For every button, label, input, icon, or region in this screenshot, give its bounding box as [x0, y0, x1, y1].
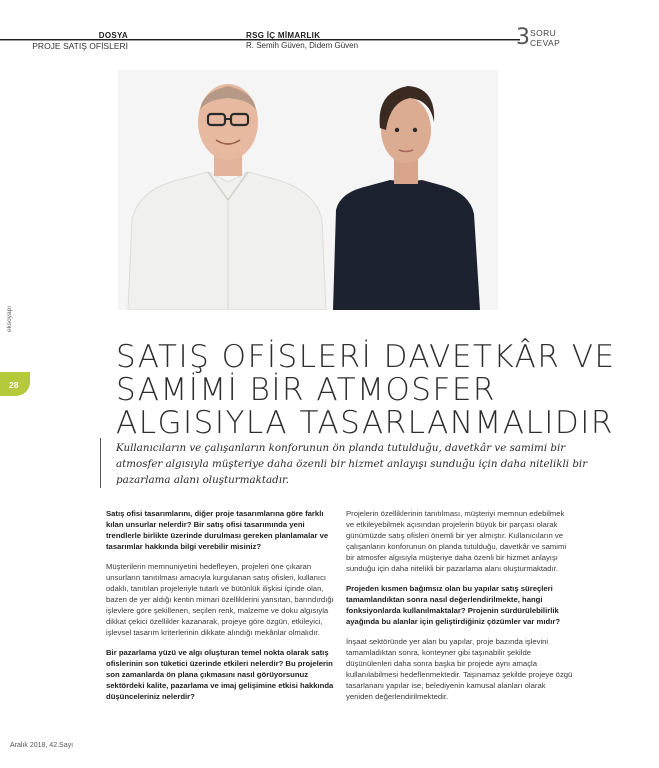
answer-2: Projelerin özelliklerinin tanıtılması, müşteriyi memnun edebilmek ve etkileyebilmek açısından projelerin büyük bir parçası olarak günümüzde satış ofisleri önemli bir yer almıştır. Kullanıcıların ve çalışanların konforunun ön planda tutulduğu, davetkâr ve samimi bir atmosfer algısıyla müşteriye daha özenli bir hizmet anlayışı sunduğu için daha nitelikli bir pazarlama alanı oluşturmaktadır. [346, 509, 567, 573]
question-1: Satış ofisi tasarımlarını, diğer proje tasarımlarına göre farklı kılan unsurlar nelerdir? Bir satış ofisi tasarımında yeni trendlerle birlikte üzerinde durulması gereken planlamalar ve tasarımlar hakkında bilgi verebilir misiniz? [106, 509, 329, 551]
headline-line-2: SAMİMİ BİR ATMOSFER [116, 372, 496, 408]
column-right [346, 508, 574, 702]
section-subtitle: PROJE SATIŞ OFİSLERİ [32, 41, 128, 51]
headline-line-1: SATIŞ OFİSLERİ DAVETKÂR VE [116, 339, 616, 375]
architects-illustration [118, 70, 498, 310]
question-2: Bir pazarlama yüzü ve algı oluşturan temel nokta olarak satış ofislerinin son tüketici üzerinde etkileri nelerdir? Bu projelerin son zamanlarda ön plana çıkmasını nasıl görüyorsunuz sektördeki kalite, pazarlama ve imaj gelişimine etkisi hakkında düşünceleriniz nelerdir? [106, 648, 334, 701]
qa-label-cevap: CEVAP [530, 38, 561, 48]
column-left [106, 508, 334, 702]
authors-label: R. Semih Güven, Didem Güven [246, 41, 359, 50]
magazine-vertical-label: eksoyapı [6, 305, 13, 332]
category-label: RSG İÇ MİMARLIK [246, 31, 321, 40]
qa-label-soru: SORU [530, 28, 557, 38]
answer-1: Müşterilerin memnuniyetini hedefleyen, projeleri öne çıkaran unsurların tanıtılması amacıyla kurgulanan satış ofisleri, kullanıcı odaklı, tanıtılan projeleriyle tutarlı ve bütünlük ilişkisi içinde olan, bazen de yer aldığı kentin mimari özelliklerini yansıtan, barındırdığı işlevlere göre şekillenen, seçilen renk, malzeme ve doku algısıyla dikkat çekici özellikler kazanarak, projeye göre özgün, etkileyici, işlevsel tasarım kriterlerinin dikkate alındığı mekânlar olmalıdır. [106, 562, 334, 637]
lead-accent-bar [100, 438, 101, 488]
answer-3: İnşaat sektöründe yer alan bu yapılar, proje bazında işlevini tamamladıktan sonra, konteyner gibi taşınabilir şekilde düşünülenleri daha sonra başka bir projede aynı amaçla kullanılabilmesi hedeflenmektedir. Taşınamaz şekilde projeye özgü tasarlananı yapılar ise, belediyenin kamusal alanları olarak yeniden değerlendirilmektedir. [346, 637, 573, 701]
page-number: 28 [9, 380, 19, 390]
lead-paragraph: Kullanıcıların ve çalışanların konforunun ön planda tutulduğu, davetkâr ve samimi bir atmosfer algısıyla müşteriye daha özenli bir hizmet anlayışı sunduğu için daha nitelikli bir pazarlama alanı oluşturmaktadır. [116, 442, 588, 486]
question-3: Projeden kısmen bağımsız olan bu yapılar satış süreçleri tamamlandıktan sonra nasıl değerlendirilmekte, hangi fonksiyonlarda kullanılmaktalar? Projenin sürdürülebilirlik ayağında bu alanlar için geliştirdiğiniz çözümler var mıdır? [346, 584, 561, 626]
qa-number: 3 [516, 25, 530, 50]
headline-line-3: ALGISIYLA TASARLANMALIDIR [116, 405, 614, 441]
architects-photo [118, 70, 498, 310]
issue-footer: Aralık 2018, 42.Sayı [10, 742, 74, 749]
section-label: DOSYA [98, 31, 128, 40]
